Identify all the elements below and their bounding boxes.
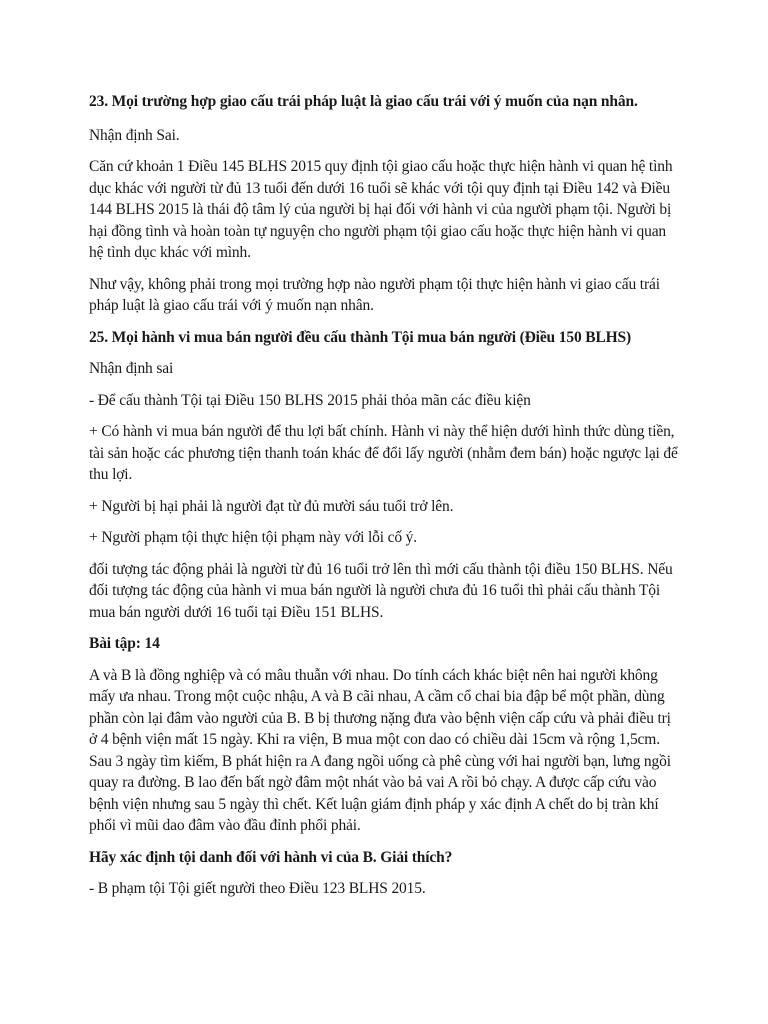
- document-page: [89, 91, 681, 910]
- exercise-heading: Bài tập: 14: [89, 635, 160, 652]
- question-25-paragraph: đối tượng tác động phải là người từ đủ 16 tuổi trở lên thì mới cấu thành tội điều 150 BLHS. Nếu đối tượng tác động của hành vi mua bán người là người chưa đủ 16 tuổi thì phải cấu thành Tội mua bán người dưới 16 tuổi tại Điều 151 BLHS.: [89, 560, 673, 621]
- question-25-condition-intro: - Để cấu thành Tội tại Điều 150 BLHS 2015 phải thỏa mãn các điều kiện: [89, 391, 531, 409]
- exercise-answer: - B phạm tội Tội giết người theo Điều 123 BLHS 2015.: [89, 880, 426, 897]
- question-23-verdict: Nhận định Sai.: [89, 126, 180, 144]
- exercise-paragraph: A và B là đồng nghiệp và có mâu thuẫn với nhau. Do tính cách khác biệt nên hai người không mấy ưa nhau. Trong một cuộc nhậu, A và B cãi nhau, A cầm cổ chai bia đập bể một phần, dùng phần còn lại đâm vào người của B. B bị thương nặng đưa vào bệnh viện cấp cứu và phải điều trị ở 4 bệnh viện mất 15 ngày. Khi ra viện, B mua một con dao có chiều dài 15cm và rộng 1,5cm. Sau 3 ngày tìm kiếm, B phát hiện ra A đang ngồi uống cà phê cùng với hai người bạn, lưng ngồi quay ra đường. B lao đến bất ngờ đâm một nhát vào bả vai A rồi bỏ chạy. A được cấp cứu vào bệnh viện nhưng sau 5 ngày thì chết. Kết luận giám định pháp y xác định A chết do bị tràn khí phổi vì mũi dao đâm vào đầu đỉnh phổi phải.: [89, 666, 671, 834]
- question-25-condition-2: + Người bị hại phải là người đạt từ đủ mười sáu tuổi trở lên.: [89, 497, 454, 515]
- question-25-heading: 25. Mọi hành vi mua bán người đều cấu thành Tội mua bán người (Điều 150 BLHS): [89, 328, 632, 346]
- question-25-verdict: Nhận định sai: [89, 360, 174, 377]
- question-25-condition-3: + Người phạm tội thực hiện tội phạm này với lỗi cố ý.: [89, 529, 418, 546]
- question-25-condition-1: + Có hành vi mua bán người để thu lợi bất chính. Hành vi này thể hiện dưới hình thức dùng tiền, tài sản hoặc các phương tiện thanh toán khác để đổi lấy người (nhằm đem bán) hoặc ngược lại để thu lợi.: [89, 423, 678, 483]
- question-23-paragraph-1: Căn cứ khoản 1 Điều 145 BLHS 2015 quy định tội giao cấu hoặc thực hiện hành vi quan hệ tình dục khác với người từ đủ 13 tuổi đến dưới 16 tuổi sẽ khác với tội quy định tại Điều 142 và Điều 144 BLHS 2015 là thái độ tâm lý của người bị hại đối với hành vi của người phạm tội. Người bị hại đồng tình và hoàn toàn tự nguyện cho người phạm tội giao cấu hoặc thực hiện hành vi quan hệ tình dục khác với mình.: [89, 158, 673, 261]
- question-23-paragraph-2: Như vậy, không phải trong mọi trường hợp nào người phạm tội thực hiện hành vi giao cấu trái pháp luật là giao cấu trái với ý muốn nạn nhân.: [89, 275, 660, 314]
- question-23-heading: 23. Mọi trường hợp giao cấu trái pháp luật là giao cấu trái với ý muốn của nạn nhân.: [89, 93, 638, 110]
- exercise-question: Hãy xác định tội danh đối với hành vi của B. Giải thích?: [89, 848, 453, 866]
